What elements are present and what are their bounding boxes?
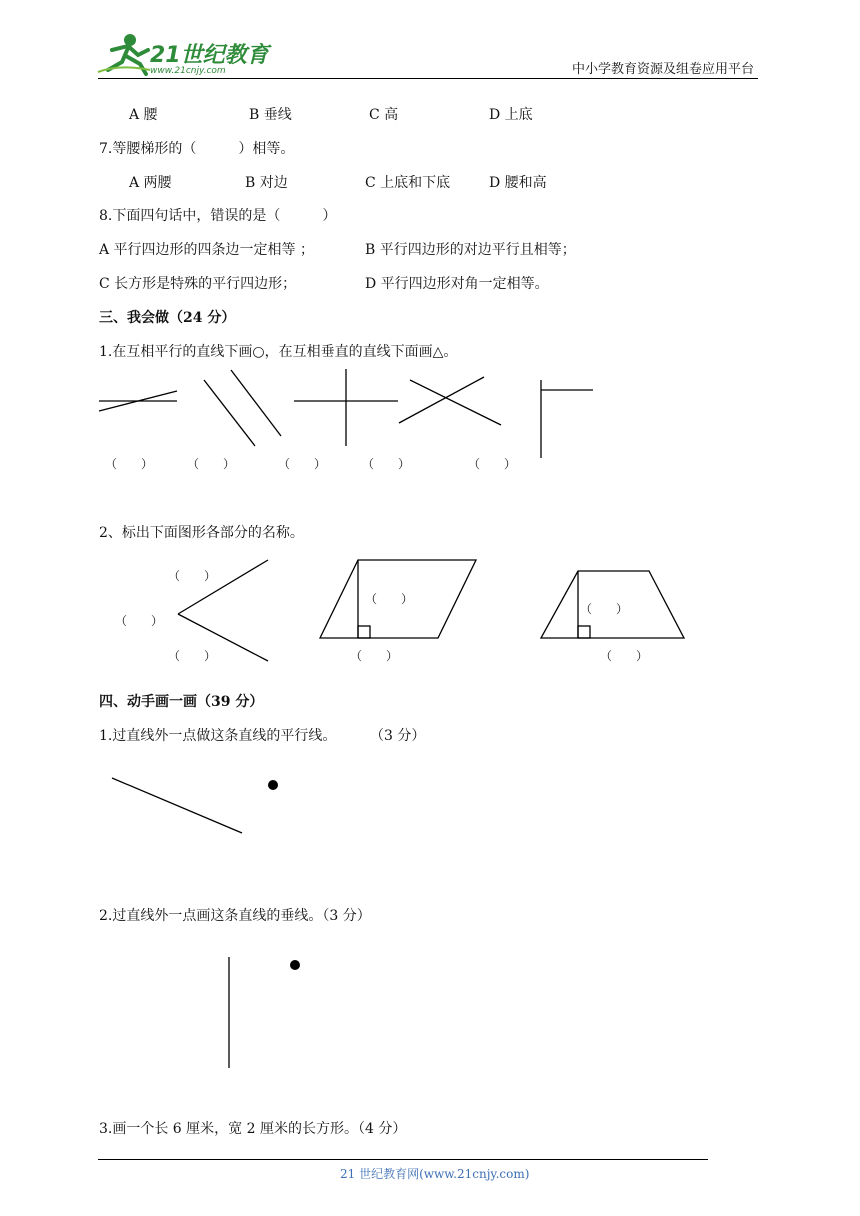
s3-q1-blank-5[interactable]: （ ） [468,457,517,471]
s3-q1-blank-3[interactable]: （ ） [278,457,327,471]
parallelogram-blank-height[interactable]: （ ） [365,592,414,606]
logo-text: 21世纪教育 [150,43,269,68]
trapezoid-blank-height[interactable]: （ ） [580,602,629,616]
section3-title: 三、我会做（24 分） [99,310,236,326]
s3-q2-stem: 2、标出下面图形各部分的名称。 [99,525,304,541]
angle-blank-side-upper[interactable]: （ ） [168,569,217,583]
fig4-line-a [399,377,484,423]
s4-q2-stem: 2.过直线外一点画这条直线的垂线。（3 分） [99,908,371,924]
q7-option-a: A 两腰 [129,175,172,191]
angle-blank-side-lower[interactable]: （ ） [168,649,217,663]
s4-q1-point [268,780,278,790]
s3-q1-blank-4[interactable]: （ ） [362,457,411,471]
trapezoid-blank-base[interactable]: （ ） [600,649,649,663]
q6-option-a: A 腰 [129,107,158,123]
angle-blank-vertex[interactable]: （ ） [115,614,164,628]
parallelogram-right-angle [358,626,370,638]
logo-url: www.21cnjy.com [150,66,226,76]
s4-q1-line [112,778,242,833]
footer-rule [98,1159,708,1160]
q8-option-a: A 平行四边形的四条边一定相等 ； [99,242,315,258]
q7-option-d: D 腰和高 [489,175,547,191]
q6-option-c: C 高 [369,107,399,123]
s4-q2-point [290,960,300,970]
s3-q1-blank-2[interactable]: （ ） [187,457,236,471]
q7-option-b: B 对边 [245,175,288,191]
s3-q1-blank-1[interactable]: （ ） [105,457,154,471]
platform-name: 中小学教育资源及组卷应用平台 [572,62,755,77]
fig1-line-b [99,391,177,411]
s4-q1-score: （3 分） [370,728,426,744]
s3-q1-stem: 1.在互相平行的直线下画○，在互相垂直的直线下面画△。 [99,344,458,360]
q8-stem: 8.下面四句话中，错误的是（ ） [99,208,337,224]
parallelogram-blank-base[interactable]: （ ） [350,649,399,663]
q6-option-b: B 垂线 [249,107,292,123]
s4-q3-stem: 3.画一个长 6 厘米，宽 2 厘米的长方形。（4 分） [99,1121,407,1137]
trapezoid-right-angle [578,626,590,638]
section4-title: 四、动手画一画（39 分） [99,694,264,710]
fig2-line-b [231,370,281,436]
q8-option-b: B 平行四边形的对边平行且相等； [365,242,576,258]
q7-option-c: C 上底和下底 [365,175,451,191]
s4-q1-stem: 1.过直线外一点做这条直线的平行线。 [99,728,337,744]
fig4-line-b [410,380,501,425]
q7-stem: 7.等腰梯形的（ ）相等。 [99,141,295,157]
q8-option-d: D 平行四边形对角一定相等。 [365,276,549,292]
header-rule [98,78,758,79]
footer-link[interactable]: 21 世纪教育网(www.21cnjy.com) [340,1167,530,1181]
q8-option-c: C 长方形是特殊的平行四边形； [99,276,297,292]
fig2-line-a [204,380,255,446]
q6-option-d: D 上底 [489,107,533,123]
